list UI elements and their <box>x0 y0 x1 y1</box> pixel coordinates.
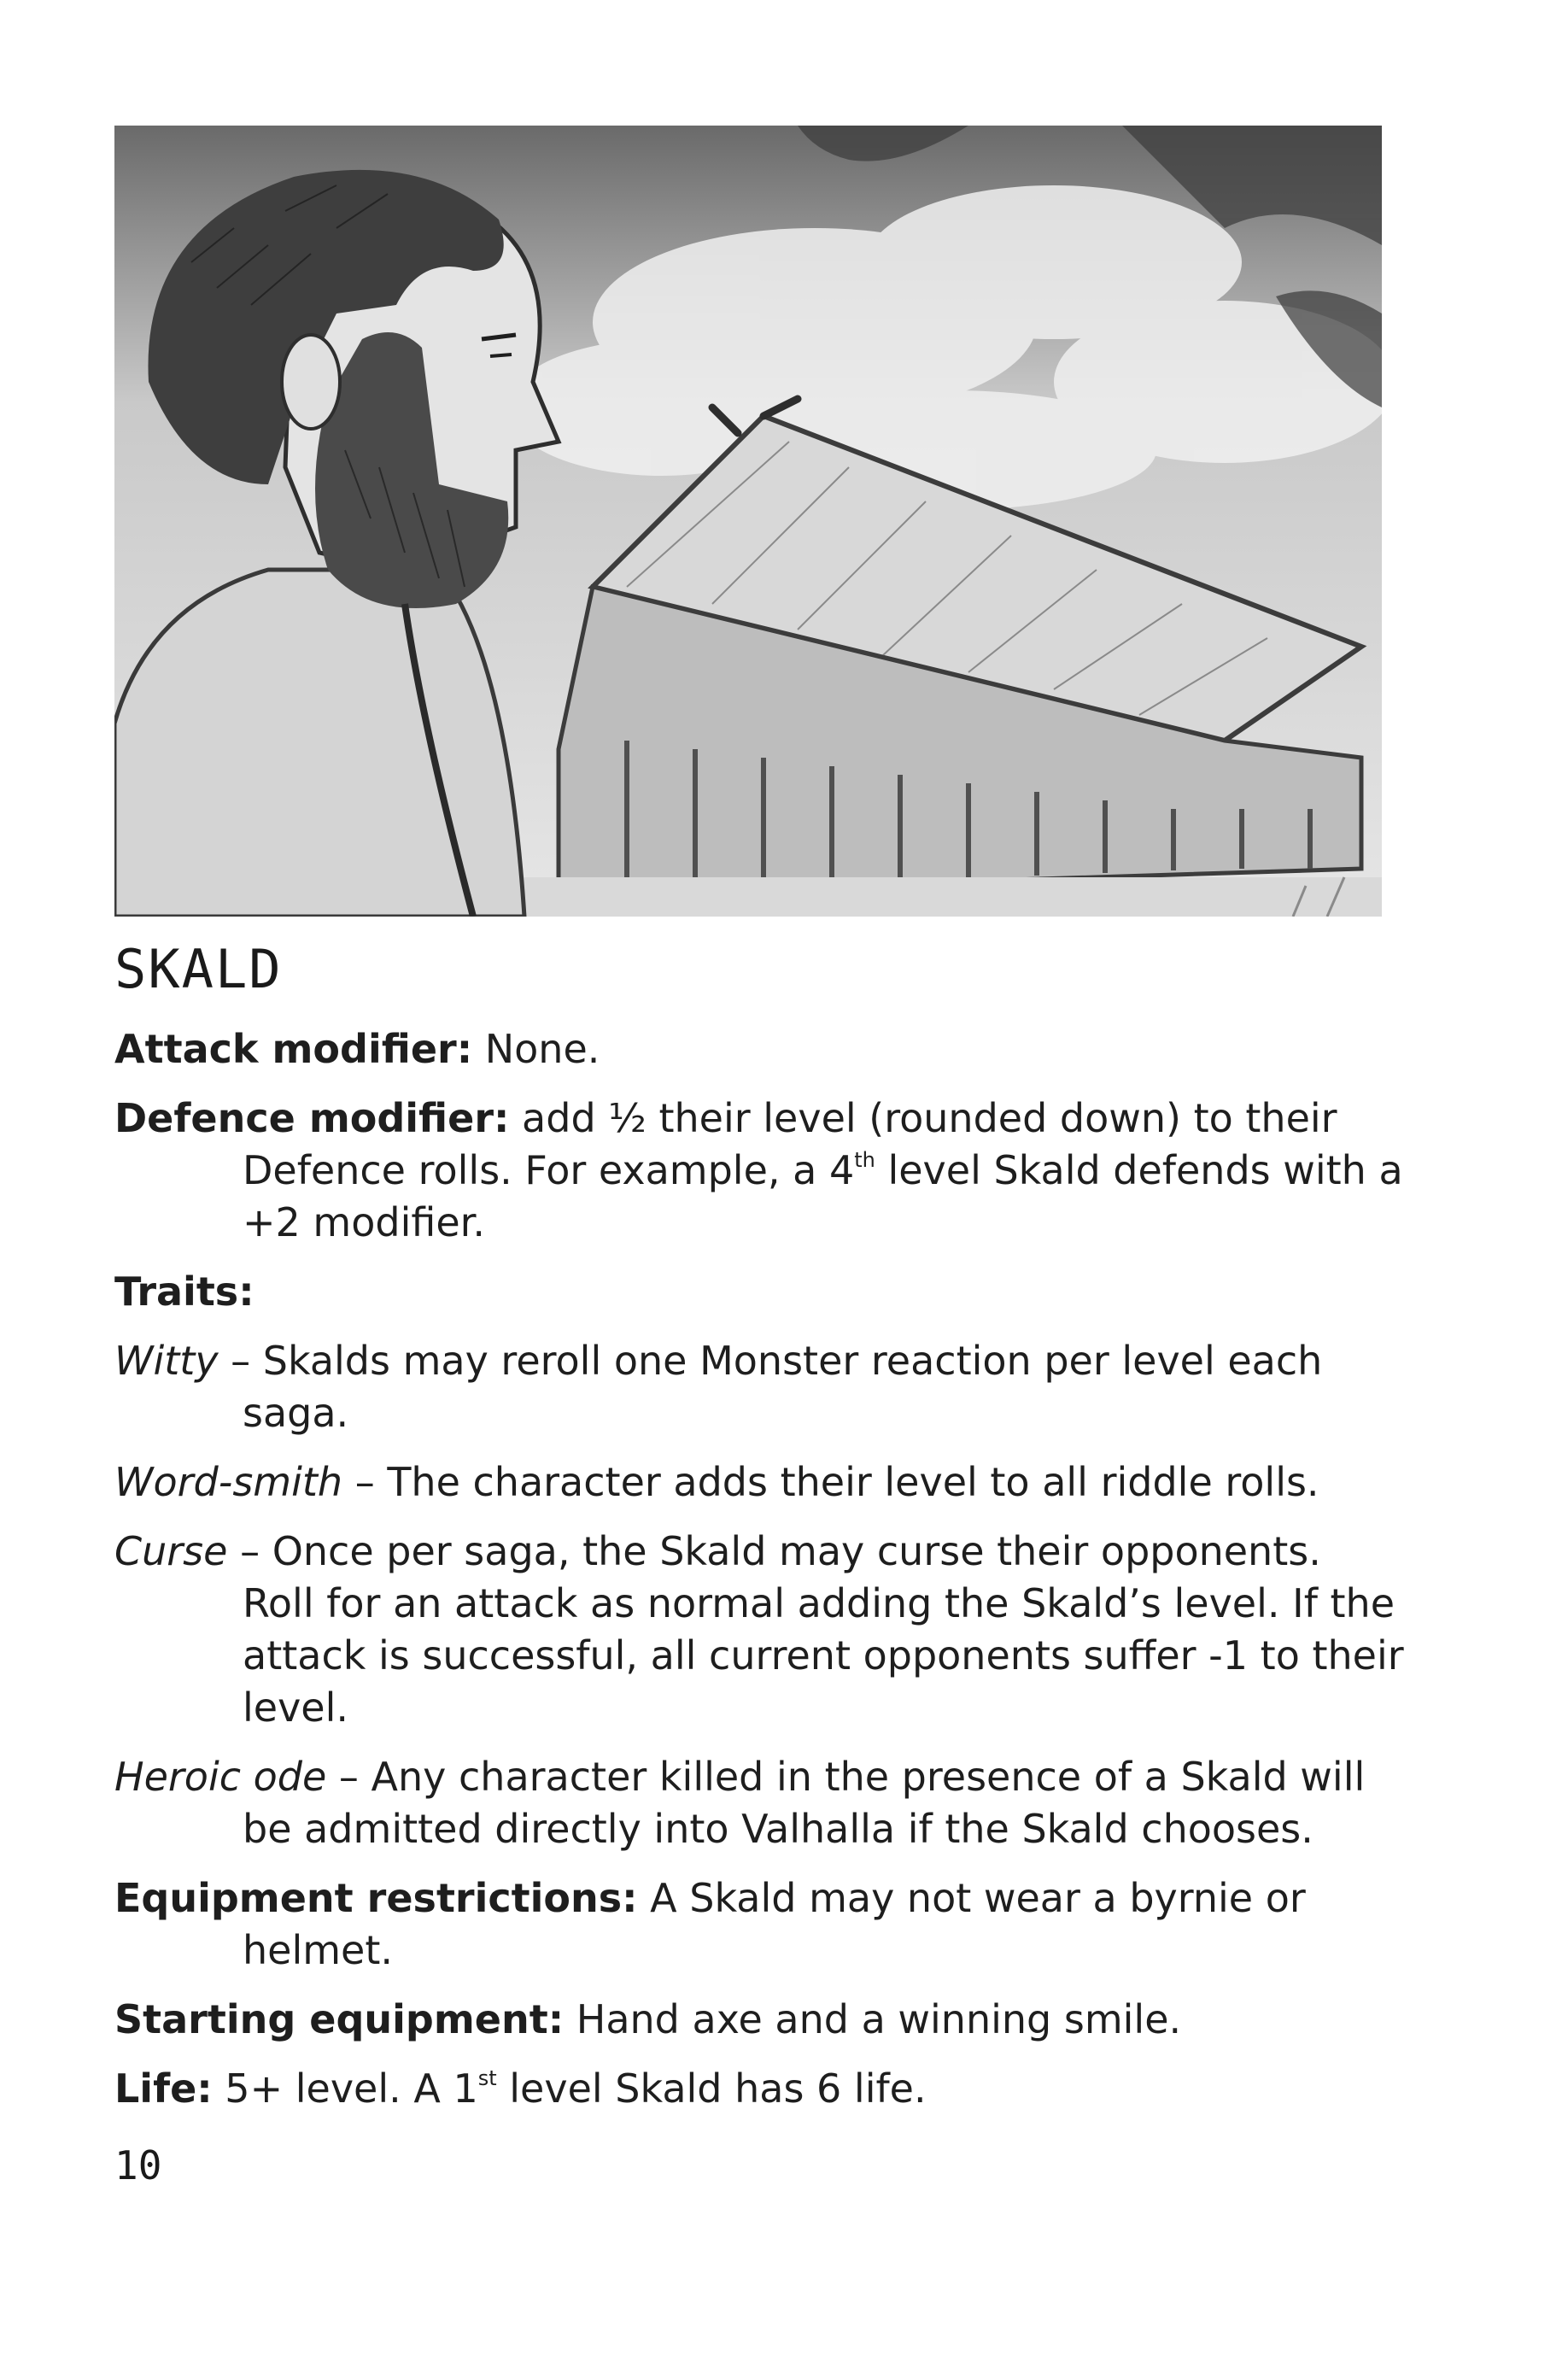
skald-longhouse-drawing <box>114 126 1382 917</box>
trait-curse <box>114 1526 1404 1734</box>
defence-modifier <box>114 1093 1404 1249</box>
life-label: Life: <box>114 2065 213 2112</box>
attack-modifier-text: None. <box>472 1026 600 1072</box>
trait-name: Curse <box>114 1528 228 1574</box>
attack-modifier-label: Attack modifier: <box>114 1026 473 1072</box>
defence-modifier-text-continued: level Skald defends with a +2 modifier. <box>243 1147 1403 1245</box>
traits-heading <box>114 1266 1404 1318</box>
starting-equipment <box>114 1994 1404 2046</box>
trait-word-smith <box>114 1456 1404 1509</box>
trait-name: Witty <box>114 1338 219 1384</box>
life-text-continued: level Skald has 6 life. <box>496 2065 927 2112</box>
starting-equipment-label: Starting equipment: <box>114 1996 565 2042</box>
class-description <box>114 1023 1404 2132</box>
traits-label: Traits: <box>114 1268 255 1315</box>
starting-equipment-text: Hand axe and a winning smile. <box>564 1996 1182 2042</box>
trait-name: Word-smith <box>114 1459 343 1505</box>
equipment-restrictions <box>114 1872 1404 1977</box>
life-ordinal: st <box>477 2066 497 2090</box>
trait-text: – Any character killed in the presence of a Skald will be admitted directly into Valhalla if the Skald chooses. <box>243 1754 1366 1852</box>
life-text: 5+ level. A 1 <box>212 2065 478 2112</box>
trait-text: – Once per saga, the Skald may curse their opponents. Roll for an attack as normal adding the Skald’s level. If the attack is successful, all current opponents suffer -1 to their level. <box>227 1528 1404 1731</box>
skald-illustration <box>114 126 1382 917</box>
trait-heroic-ode <box>114 1751 1404 1855</box>
life <box>114 2063 1404 2115</box>
trait-text: – The character adds their level to all riddle rolls. <box>342 1459 1319 1505</box>
trait-witty <box>114 1335 1404 1439</box>
equipment-restrictions-text: A Skald may not wear a byrnie or helmet. <box>243 1875 1306 1973</box>
defence-ordinal: th <box>854 1148 875 1172</box>
defence-modifier-text: add ½ their level (rounded down) to their Defence rolls. For example, a 4 <box>243 1095 1337 1193</box>
attack-modifier <box>114 1023 1404 1075</box>
equipment-restrictions-label: Equipment restrictions: <box>114 1875 638 1921</box>
class-title: SKALD <box>114 938 283 1000</box>
defence-modifier-label: Defence modifier: <box>114 1095 510 1141</box>
page-number: 10 <box>114 2142 162 2188</box>
trait-name: Heroic ode <box>114 1754 327 1800</box>
trait-text: – Skalds may reroll one Monster reaction per level each saga. <box>218 1338 1323 1436</box>
